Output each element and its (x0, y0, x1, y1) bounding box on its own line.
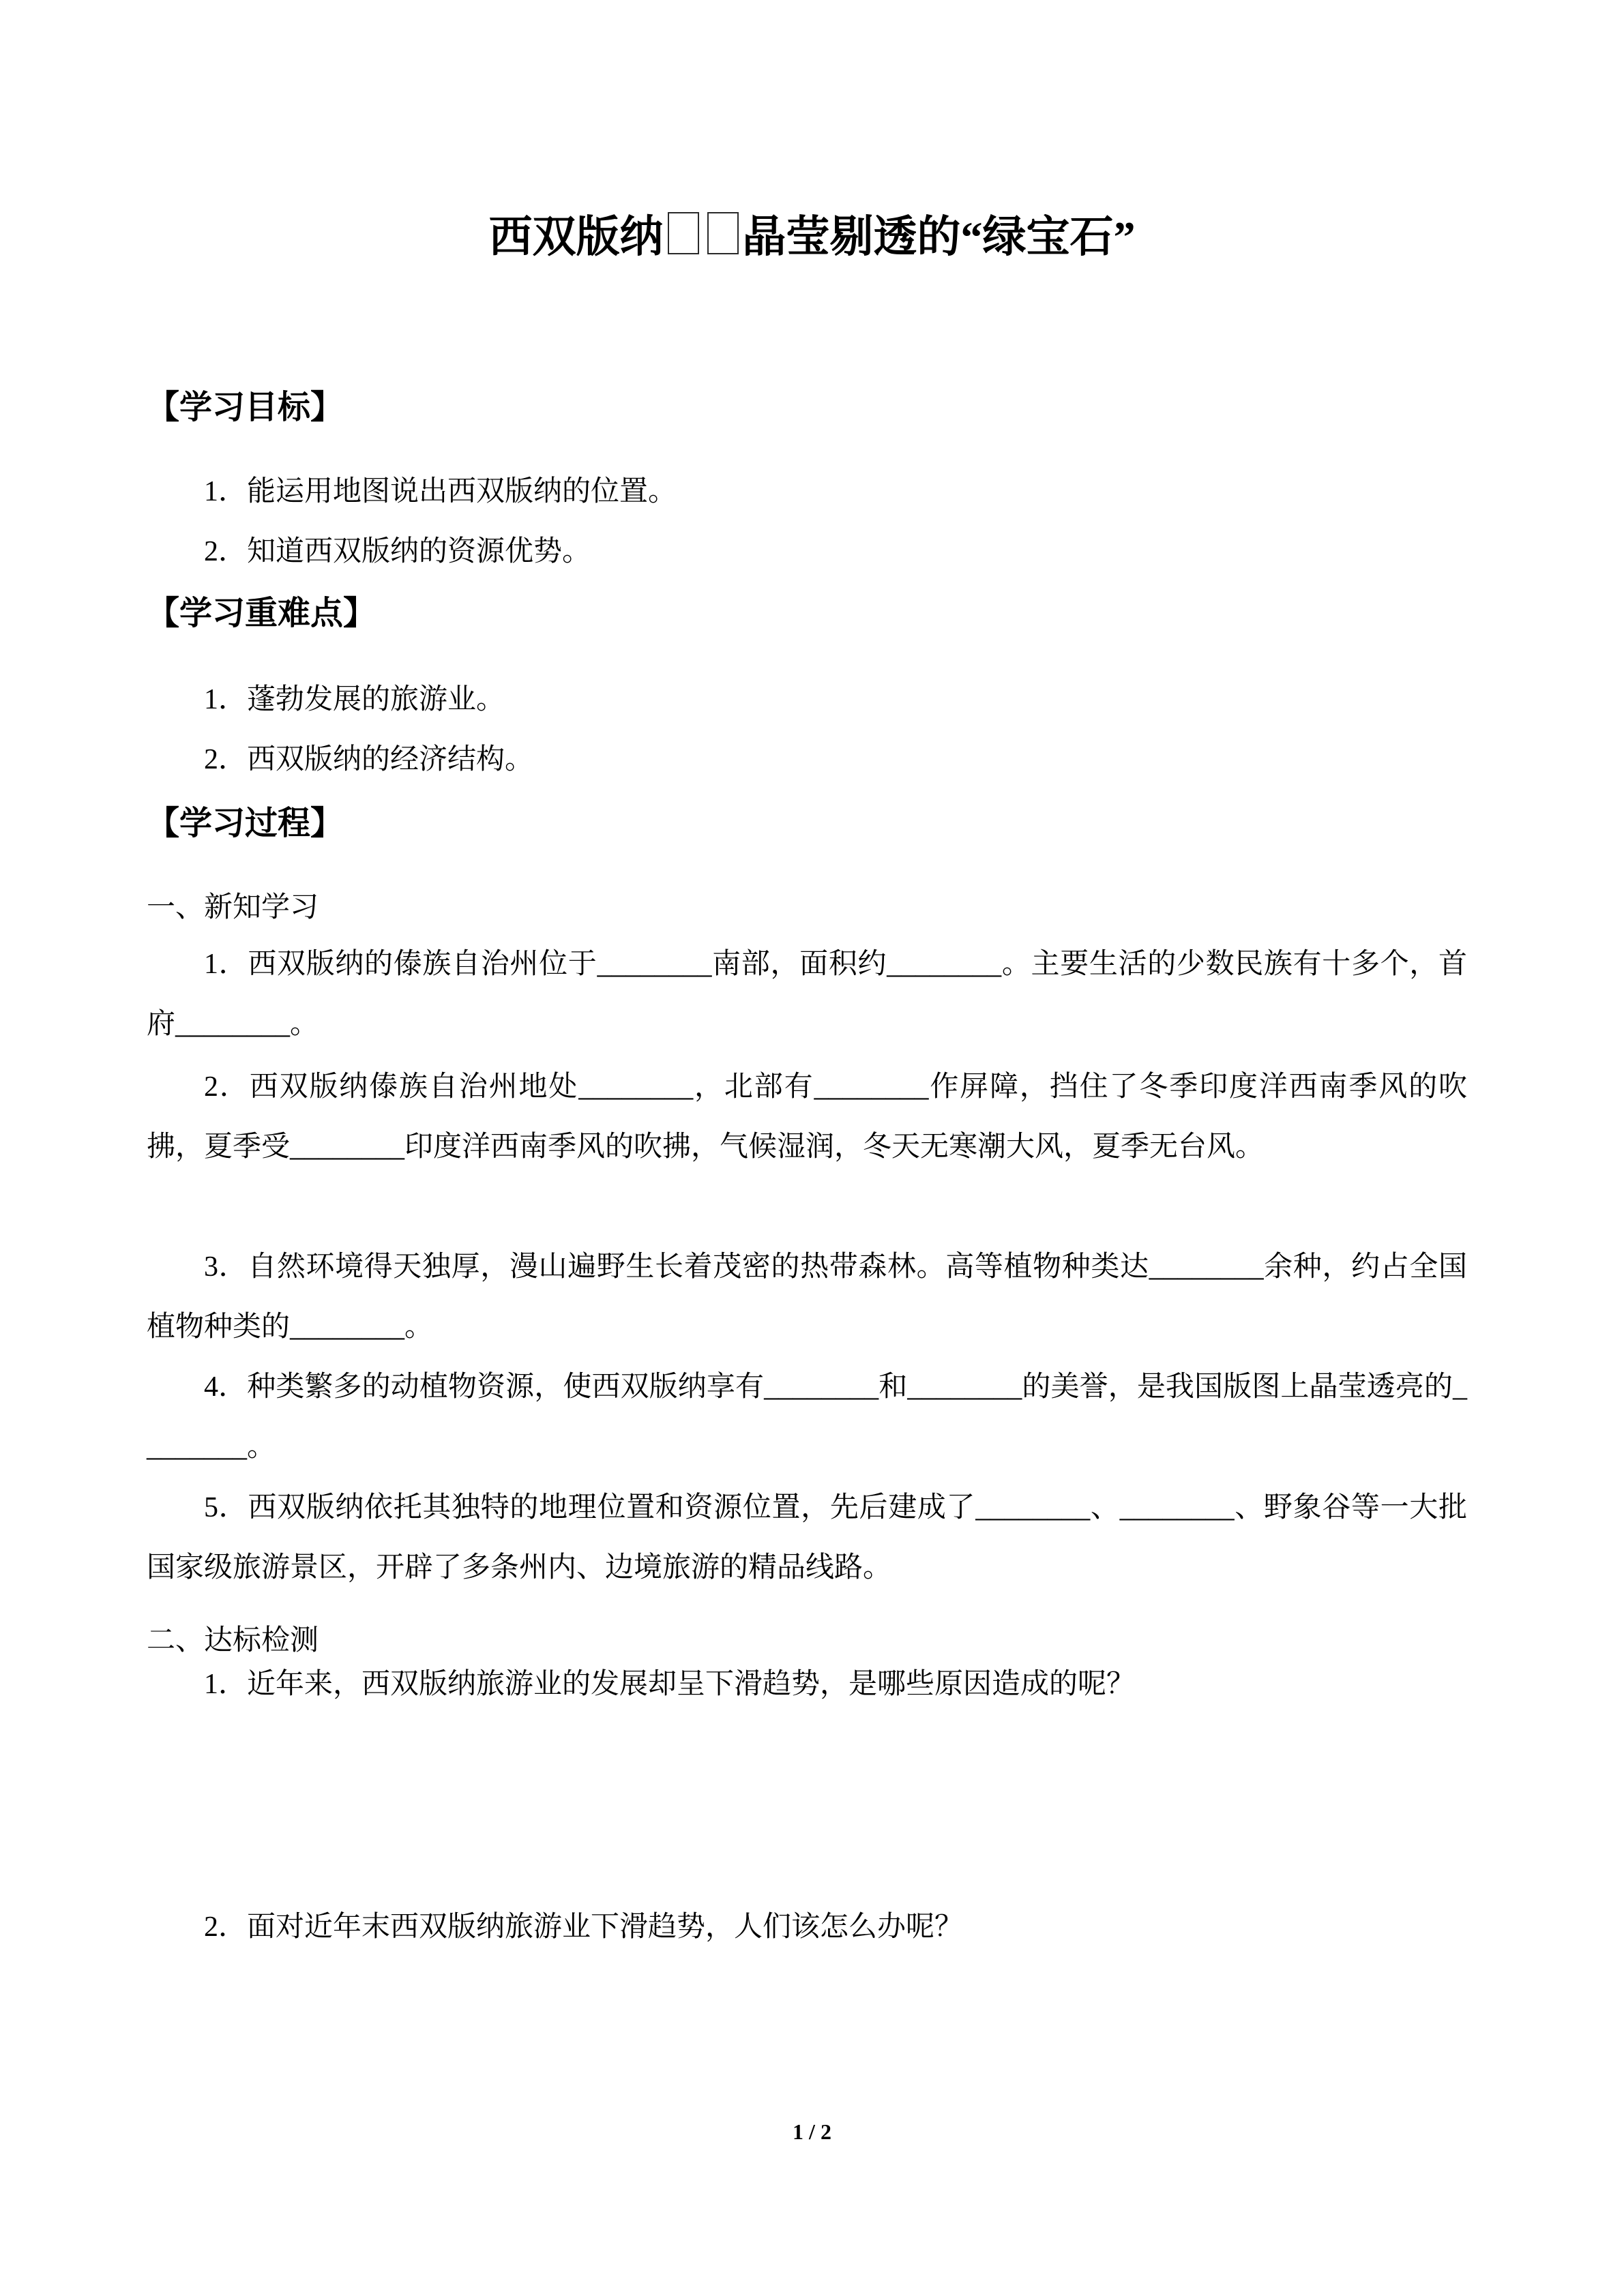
process-part1-label: 一、新知学习 (147, 892, 319, 923)
key-points-list (147, 670, 1467, 790)
fill-in-paragraph: 4．种类繁多的动植物资源，使西双版纳享有________和________的美誉，是我国版图上晶莹透亮的________。 (147, 1371, 1467, 1463)
key-point-item: 2．西双版纳的经济结构。 (204, 744, 534, 775)
objectives-list (147, 462, 1467, 582)
page-title-prefix: 西双版纳 (488, 213, 664, 261)
missing-glyph-box (668, 212, 699, 254)
page-title-suffix: 晶莹剔透的“绿宝石” (742, 213, 1136, 261)
objective-item: 2．知道西双版纳的资源优势。 (204, 536, 591, 567)
objective-item: 1．能运用地图说出西双版纳的位置。 (204, 476, 677, 507)
key-point-item: 1．蓬勃发展的旅游业。 (204, 684, 505, 715)
check-question: 1．近年来，西双版纳旅游业的发展却呈下滑趋势，是哪些原因造成的呢？ (204, 1669, 1136, 1700)
fill-in-paragraph: 1．西双版纳的傣族自治州位于________南部，面积约________。主要生活的少数民族有十多个，首府________。 (147, 949, 1467, 1040)
page-number-indicator: 1 / 2 (793, 2119, 831, 2144)
fill-in-paragraph: 2．西双版纳傣族自治州地处________，北部有________作屏障，挡住了冬季印度洋西南季风的吹拂，夏季受________印度洋西南季风的吹拂，气候湿润，冬天无寒潮大风，夏季无台风。 (147, 1071, 1467, 1163)
fill-in-paragraph: 3．自然环境得天独厚，漫山遍野生长着茂密的热带森林。高等植物种类达________余种，约占全国植物种类的________。 (147, 1251, 1467, 1343)
check-question: 2．面对近年末西双版纳旅游业下滑趋势，人们该怎么办呢？ (204, 1911, 964, 1943)
section-heading-key-points: 【学习重难点】 (147, 595, 377, 631)
process-part2-label: 二、达标检测 (147, 1625, 319, 1656)
section-heading-process: 【学习过程】 (147, 805, 344, 841)
section-heading-objectives: 【学习目标】 (147, 389, 344, 426)
page-title (0, 207, 1624, 268)
fill-in-paragraph: 5．西双版纳依托其独特的地理位置和资源位置，先后建成了________、________、野象谷等一大批国家级旅游景区，开辟了多条州内、边境旅游的精品线路。 (147, 1492, 1467, 1583)
missing-glyph-box (707, 212, 739, 254)
